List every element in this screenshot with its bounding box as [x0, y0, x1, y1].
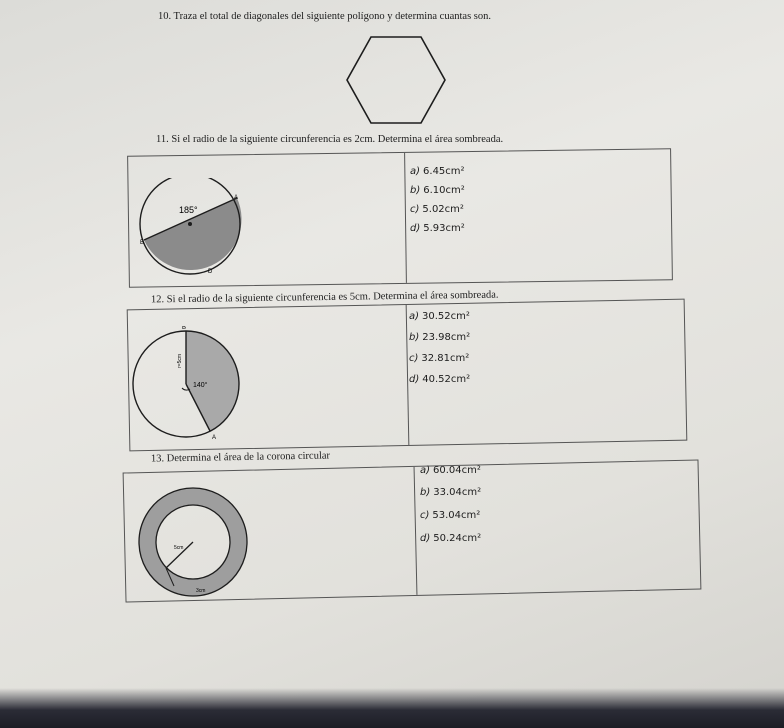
bottom-shadow [0, 688, 784, 728]
question-13-annulus-figure [134, 486, 256, 598]
question-12-shaded-region [186, 331, 239, 431]
question-12-option-d[interactable]: d) 40.52cm² [409, 374, 471, 385]
question-13-option-b[interactable]: b) 33.04cm² [420, 487, 482, 498]
question-13-divider [414, 467, 418, 595]
question-11-point-d: D [208, 269, 213, 275]
question-11-option-b[interactable]: b) 6.10cm² [410, 185, 465, 196]
question-13-option-d[interactable]: d) 50.24cm² [420, 533, 482, 544]
question-11-option-a[interactable]: a) 6.45cm² [410, 166, 465, 177]
question-11-point-a: A [234, 195, 239, 201]
question-12-angle-label: 140° [193, 382, 208, 389]
question-13-inner-label: 3cm [196, 588, 206, 594]
question-13-shaded-ring [139, 488, 247, 596]
question-11-text: 11. Si el radio de la siguiente circunferencia es 2cm. Determina el área sombreada. [156, 134, 504, 145]
question-12-option-a[interactable]: a) 30.52cm² [409, 311, 470, 322]
question-11-option-c[interactable]: c) 5.02cm² [410, 204, 464, 215]
question-12-point-a: A [212, 435, 217, 441]
question-12-point-b: B [182, 326, 187, 331]
question-13-option-c[interactable]: c) 53.04cm² [420, 510, 481, 521]
question-12-option-c[interactable]: c) 32.81cm² [409, 353, 470, 364]
question-11-circle-figure [132, 178, 247, 278]
question-11-angle-label: 185° [179, 205, 198, 215]
question-12-circle-figure [130, 326, 250, 442]
hexagon-figure [344, 34, 448, 126]
question-12-radius-label: r=5cm [177, 353, 183, 368]
question-12-text: 12. Si el radio de la siguiente circunferencia es 5cm. Determina el área sombreada. [150, 289, 499, 306]
question-11-divider [404, 153, 407, 283]
question-11-option-d[interactable]: d) 5.93cm² [410, 223, 465, 234]
question-10-text: 10. Traza el total de diagonales del siguiente polígono y determina cuantas son. [158, 11, 492, 22]
question-13-outer-label: 5cm [174, 545, 184, 551]
question-13-option-a[interactable]: a) 60.04cm² [420, 465, 481, 476]
question-13-text: 13. Determina el área de la corona circular [150, 450, 331, 465]
question-11-point-b: B [140, 240, 145, 246]
question-12-option-b[interactable]: b) 23.98cm² [409, 332, 471, 343]
